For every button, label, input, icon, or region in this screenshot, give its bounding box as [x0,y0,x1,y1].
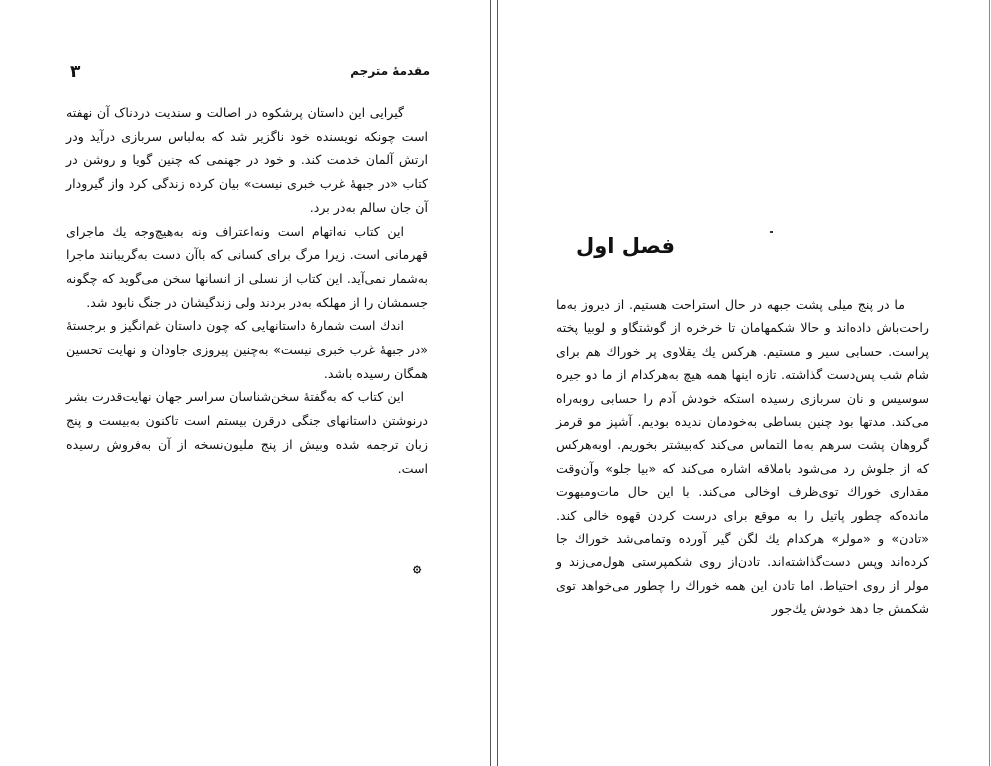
print-speck [770,231,773,233]
paragraph: ما در پنج میلی پشت جبهه در حال استراحت هستیم. از دیروز به‌ما راحت‌باش داده‌اند و حالا شکمهامان تا خرخره از گوشتگاو و لوبیا پخته پراست. حسابی سیر و مستیم. هرکس یك یقلاوی پر خوراك هم برای شام شب پس‌دست گذاشته. تازه اینها همه هیچ به‌هرکدام از ما دو جیره سوسیس و نان سربازی رسیده استکه خودش آدم را حسابی روبه‌راه می‌کند. مدتها بود چنین بساطی به‌خودمان ندیده بودیم. آشپز مو قرمز گروهان پشت سرهم به‌ما التماس می‌کند که‌بیشتر بخوریم. اوبه‌هرکس که از جلوش رد می‌شود باملاقه اشاره می‌کند که «بیا جلو» وآن‌وقت مقداری خوراك توی‌ظرف اوخالی می‌کند. با این حال مات‌ومبهوت مانده‌که چطور پاتیل را به موقع برای درست کردن قهوه خالی کند. «تادن» و «مولر» هرکدام یك لگن گیر آورده وتمامی‌شد خوراك جا کرده‌اند وپس دست‌گذاشته‌اند. تادن‌از روی شکمپرستی هول‌می‌زند و مولر از روی احتیاط. اما تادن این همه خوراك را چطور می‌خواهد توی شکمش جا دهد خودش یك‌جور [556,297,929,617]
page-edge [989,0,990,766]
page-edge [490,0,491,766]
running-head [70,62,430,84]
paragraph: اندك است شمارهٔ داستانهایی که چون داستان غم‌انگیز و برجستهٔ «در جبههٔ غرب خبری نیست» به‌چنین پیروزی جاودان و نهایت تحسین همگان رسیده باشد. [66,318,428,381]
page-number: ۳ [70,62,81,82]
section-end-ornament: ۞ [413,560,422,576]
chapter-one-text [556,293,929,621]
chapter-title: فصل اول [576,234,675,258]
paragraph: گیرایی این داستان پرشکوه در اصالت و سندیت دردناک آن نهفته است چونکه نویسنده خود ناگزیر شد که به‌لباس سربازی درآید ودر ارتش آلمان خدمت کند. و خود در جهنمی که چنین گویا و روشن در کتاب «در جبههٔ غرب خبری نیست» بیان کرده زندگی کرد واز گیرودار آن جان سالم به‌در برد. [66,105,428,215]
paragraph: این کتاب نه‌اتهام است ونه‌اعتراف ونه به‌هیچ‌وجه یك ماجرای قهرمانی است. زیرا مرگ برای کسانی که باآن دست به‌گریبانند ماجرا به‌شمار نمی‌آید. این کتاب از نسلی از انسانها سخن می‌گوید که چگونه جسمشان را از مهلکه به‌در بردند ولی زندگیشان در جنگ نابود شد. [66,223,428,310]
running-title: مقدمهٔ مترجم [350,64,430,78]
paragraph: این کتاب که به‌گفتهٔ سخن‌شناسان سراسر جهان نهایت‌قدرت بشر درنوشتن داستانهای جنگی درقرن بیستم است تاکنون به‌بیست و پنج زبان ترجمه شده وبیش از پنج ملیون‌نسخه از آن به‌فروش رسیده است. [66,389,428,476]
left-page [0,0,490,766]
translator-preface-text [66,101,428,480]
